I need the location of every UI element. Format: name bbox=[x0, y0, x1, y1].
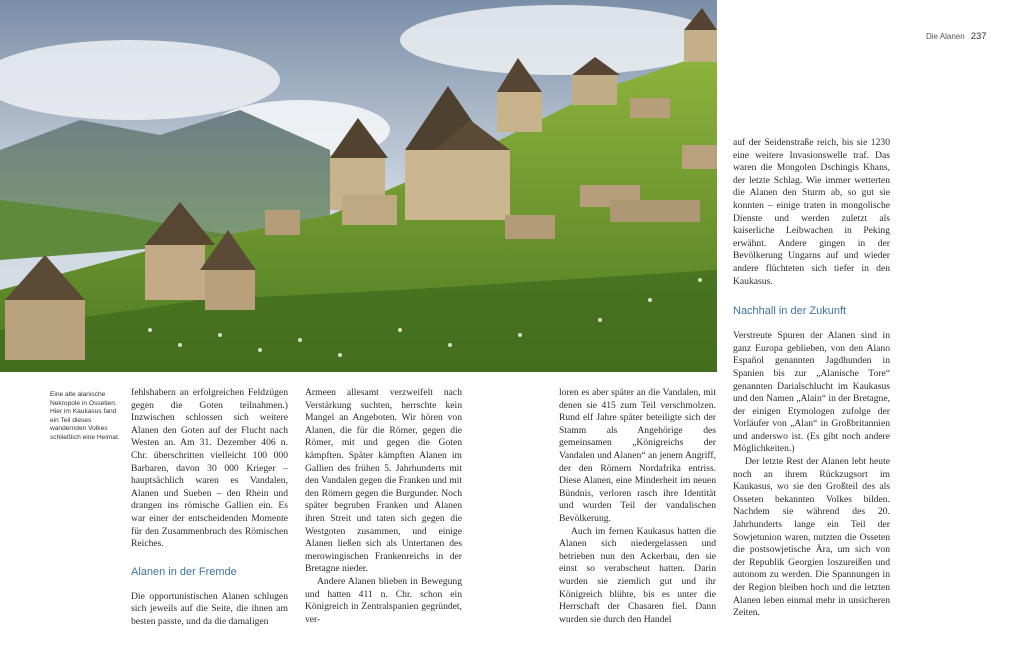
necropolis-photo bbox=[0, 0, 717, 372]
text-column-4 bbox=[733, 137, 890, 620]
paragraph: Der letzte Rest der Alanen lebt heute noch an ihrem Rückzugsort im Kaukasus, wo sie den Großteil des als Osseten bekannten Volkes bilden. Nachdem sie während des 20. Jahrhunderts lange ein Teil der Sowjetunion waren, nutzten die Osseten die postsowjetische Ära, um sich von der Republik Georgien loszureißen und autonom zu werden. Die Spannungen in der Region bleiben hoch und die letzten Alanen leben einmal mehr in unsicheren Zeiten. bbox=[733, 456, 890, 619]
necropolis-illustration bbox=[0, 0, 717, 372]
text-column-1 bbox=[131, 387, 288, 629]
section-heading: Alanen in der Fremde bbox=[131, 565, 237, 578]
paragraph: Verstreute Spuren der Alanen sind in ganz Europa geblieben, von den Alano Español genannten Jagdhunden in Spanien bis zur „Alanische Tore“ genannten Darialschlucht im Kaukasus und den Namen „Alain“ in der Bretagne, der einigen Etymologen zufolge der Vorläufer von „Alan“ in Großbritannien und anderswo ist. (Es gibt noch andere Möglichkeiten.) bbox=[733, 330, 890, 455]
page-number: 237 bbox=[970, 31, 987, 42]
text-column-2 bbox=[305, 387, 462, 626]
paragraph: Andere Alanen blieben in Bewegung und hatten 411 n. Chr. schon ein Königreich in Zentralspanien gegründet, ver- bbox=[305, 575, 462, 625]
text-column-3 bbox=[559, 387, 716, 626]
section-heading: Nachhall in der Zukunft bbox=[733, 305, 847, 318]
running-header bbox=[926, 31, 987, 42]
paragraph: auf der Seidenstraße reich, bis sie 1230 eine weitere Invasionswelle traf. Das waren die Mongolen Dschingis Khans, der letzte Schlag. Wie immer wetterten die Alanen den Sturm ab, so gut sie konnten – einige traten in mongolische Dienste und werden zuletzt als kaiserliche Leibwachen in Peking erwähnt. Andere gingen in der Bevölkerung Ungarns auf und wieder andere flüchteten sich tiefer in den Kaukasus. bbox=[733, 137, 890, 287]
section-title: Die Alanen bbox=[926, 32, 965, 41]
paragraph: Auch im fernen Kaukasus hatten die Alanen sich niedergelassen und betrieben nun den Ackerbau, den sie einst so verabscheut hatten. Darin wurden sie ziemlich gut und ihr Königreich blühte, bis es unter die Herrschaft der Chasaren fiel. Dann wurden sie durch den Handel bbox=[559, 525, 716, 625]
paragraph: Die opportunistischen Alanen schlugen sich jeweils auf die Seite, die ihnen am besten passte, und da die damaligen bbox=[131, 590, 288, 627]
photo-caption: Eine alte alanische Nekropole in Ossetien. Hier im Kaukasus fand ein Teil dieses wandernden Volkes schließlich eine Heimat. bbox=[50, 391, 120, 441]
paragraph: loren es aber später an die Vandalen, mit denen sie 415 zum Teil verschmolzen. Rund elf Jahre später beteiligte sich der Stamm als Angehörige des gemeinsamen „Königreichs der Vandalen und Alanen“ an jenem Angriff, der den Römern Nordafrika entriss. Diese Alanen, eine Minderheit im neuen Bündnis, verloren rasch ihre Identität und wurden Teil der vandalischen Bevölkerung. bbox=[559, 387, 716, 524]
paragraph: fehlshabern an erfolgreichen Feldzügen gegen die Goten teilnahmen.) Inzwischen schlossen sich weitere Alanen den Goten auf der Flucht nach Westen an. Am 31. Dezember 406 n. Chr. überschritten vielleicht 100 000 Barbaren, davon 30 000 Krieger – hauptsächlich waren es Vandalen, Alanen und Sueben – den Rhein und drangen ins römische Gallien ein. Es war einer der entscheidenden Momente für den Zusammenbruch des Römischen Reiches. bbox=[131, 387, 288, 550]
paragraph: Armeen allesamt verzweifelt nach Verstärkung suchten, herrschte kein Mangel an Angeboten. Wir hören von Alanen, die für die Römer, gegen die Römer, mit und gegen die Goten kämpften. Später kämpften Alanen im Gallien des frühen 5. Jahrhunderts mit den Vandalen gegen die Franken und mit den Römern gegen die Burgunder. Noch später begruben Franken und Alanen ihren Streit und taten sich gegen die Westgoten zusammen, und einige Alanen ließen sich als Untertanen des merowingischen Frankenreichs in der Bretagne nieder. bbox=[305, 387, 463, 575]
